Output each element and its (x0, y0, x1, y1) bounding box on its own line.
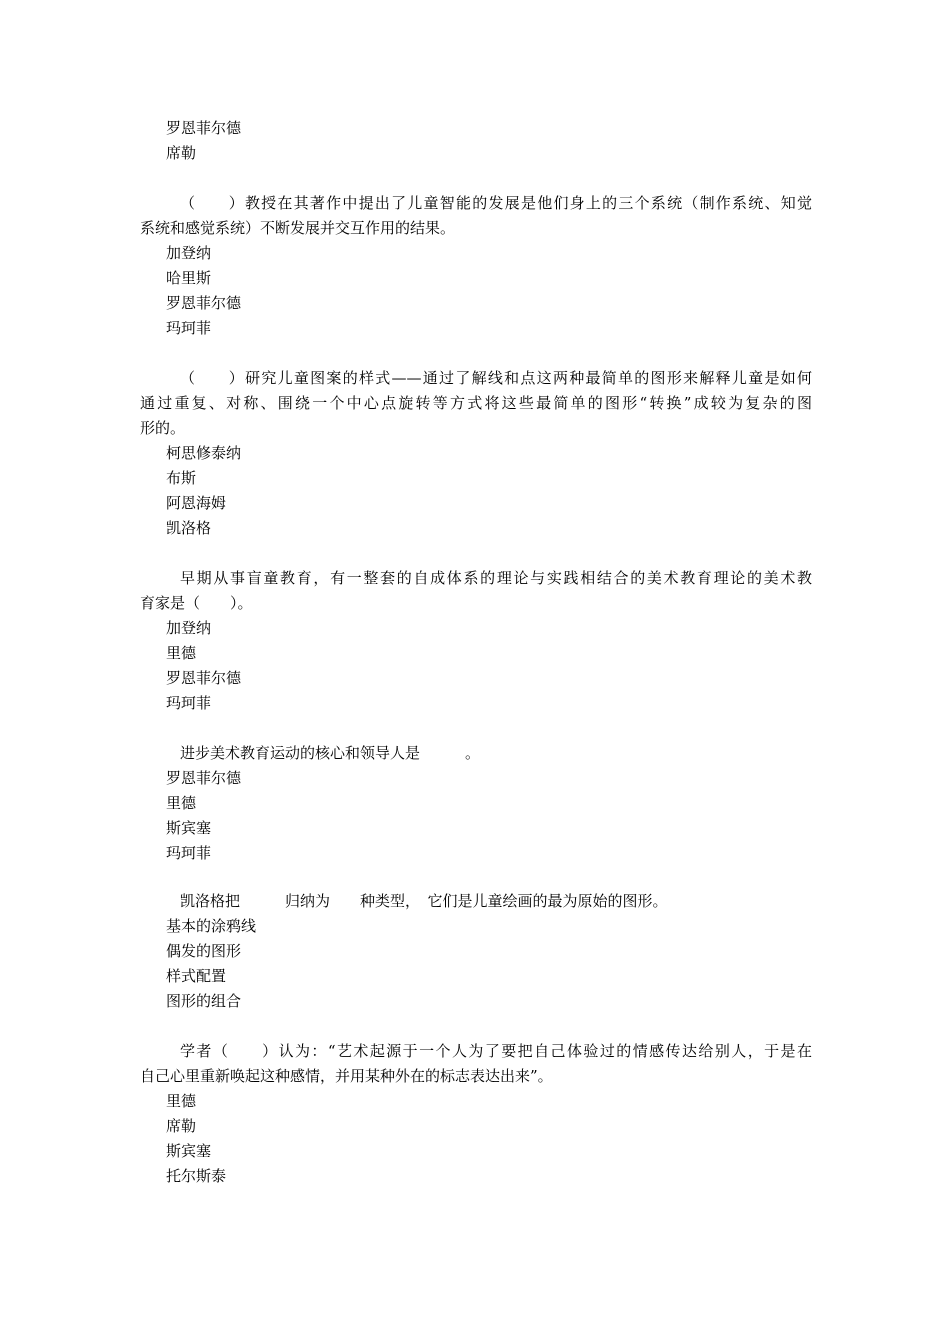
option-item: 斯宾塞 (166, 1142, 212, 1160)
option-item: 加登纳 (166, 244, 212, 262)
question-text: 通过重复、对称、围绕一个中心点旋转等方式将这些最简单的图形“转换”成较为复杂的图 (140, 394, 812, 412)
question-text: （ ）教授在其著作中提出了儿童智能的发展是他们身上的三个系统（制作系统、知觉 (180, 194, 812, 212)
option-item: 罗恩菲尔德 (166, 119, 242, 137)
option-item: 图形的组合 (166, 992, 242, 1010)
option-item: 里德 (166, 644, 197, 662)
question-text: 育家是（ ）。 (140, 594, 253, 612)
question-text: （ ）研究儿童图案的样式——通过了解线和点这两种最简单的图形来解释儿童是如何 (180, 369, 812, 387)
option-item: 柯思修泰纳 (166, 444, 242, 462)
option-item: 偶发的图形 (166, 942, 242, 960)
option-item: 基本的涂鸦线 (166, 917, 257, 935)
option-item: 样式配置 (166, 967, 227, 985)
option-item: 罗恩菲尔德 (166, 769, 242, 787)
option-item: 斯宾塞 (166, 819, 212, 837)
option-item: 布斯 (166, 469, 197, 487)
question-text: 形的。 (140, 419, 186, 437)
option-item: 玛珂菲 (166, 694, 212, 712)
question-text: 进步美术教育运动的核心和领导人是 。 (180, 744, 481, 762)
option-item: 里德 (166, 1092, 197, 1110)
option-item: 加登纳 (166, 619, 212, 637)
option-item: 罗恩菲尔德 (166, 669, 242, 687)
option-item: 托尔斯泰 (166, 1167, 227, 1185)
option-item: 罗恩菲尔德 (166, 294, 242, 312)
question-text: 早期从事盲童教育，有一整套的自成体系的理论与实践相结合的美术教育理论的美术教 (180, 569, 812, 587)
question-text: 学者（ ）认为：“艺术起源于一个人为了要把自己体验过的情感传达给别人，于是在 (180, 1042, 812, 1060)
option-item: 凯洛格 (166, 519, 212, 537)
option-item: 阿恩海姆 (166, 494, 227, 512)
option-item: 席勒 (166, 1117, 197, 1135)
option-item: 玛珂菲 (166, 844, 212, 862)
question-text: 凯洛格把 归纳为 种类型， 它们是儿童绘画的最为原始的图形。 (180, 892, 668, 910)
option-item: 里德 (166, 794, 197, 812)
option-item: 席勒 (166, 144, 197, 162)
option-item: 玛珂菲 (166, 319, 212, 337)
option-item: 哈里斯 (166, 269, 212, 287)
question-text: 自己心里重新唤起这种感情，并用某种外在的标志表达出来”。 (140, 1067, 553, 1085)
question-text: 系统和感觉系统）不断发展并交互作用的结果。 (140, 219, 456, 237)
